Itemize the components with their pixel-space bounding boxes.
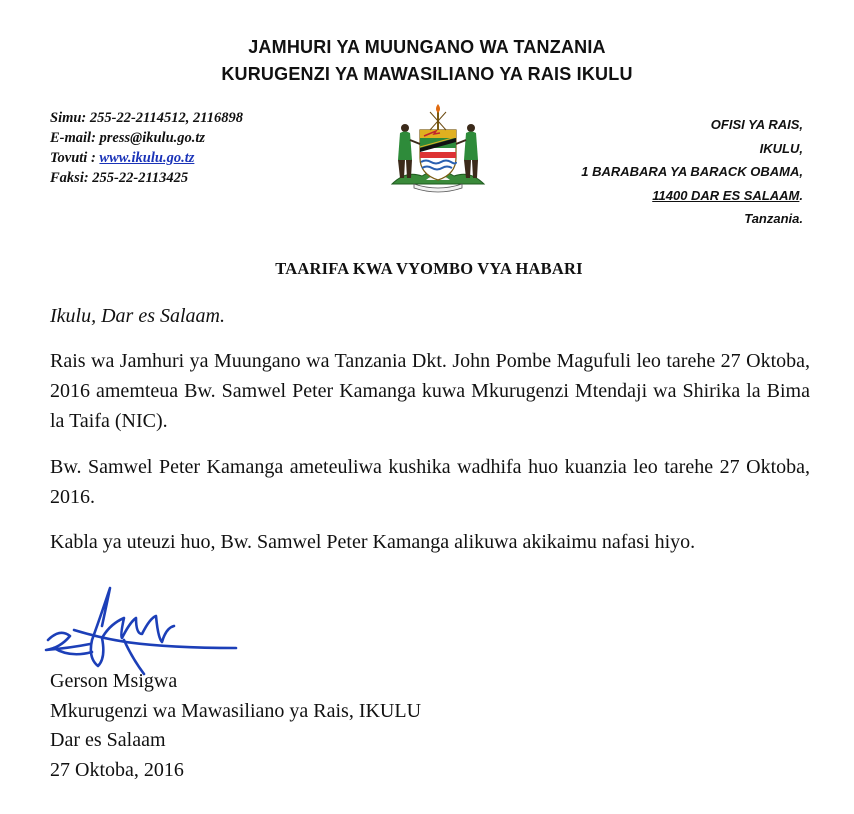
office-address	[581, 113, 803, 231]
signoff-city: Dar es Salaam	[50, 729, 166, 751]
fax-line: Faksi: 255-22-2113425	[50, 170, 189, 186]
coat-of-arms-icon	[386, 100, 490, 194]
letterhead-title: JAMHURI YA MUUNGANO WA TANZANIA	[248, 37, 606, 57]
dateline-place: Ikulu, Dar es Salaam.	[50, 305, 225, 327]
website-line	[50, 148, 243, 168]
paragraph-1: Rais wa Jamhuri ya Muungano wa Tanzania Dkt. John Pombe Magufuli leo tarehe 27 Oktoba, 2016 amemteua Bw. Samwel Peter Kamanga kuwa Mkurugenzi Mtendaji wa Shirika la Bima la Taifa (NIC).	[50, 350, 810, 432]
address-line-4	[581, 184, 803, 208]
signatory-title: Mkurugenzi wa Mawasiliano ya Rais, IKULU	[50, 699, 422, 722]
signoff-date: 27 Oktoba, 2016	[50, 758, 184, 781]
postal-city: 11400 DAR ES SALAAM	[652, 187, 800, 203]
handwritten-signature	[40, 578, 240, 678]
website-label: Tovuti :	[50, 150, 100, 166]
address-line-5: Tanzania.	[744, 211, 803, 226]
press-release-title: TAARIFA KWA VYOMBO VYA HABARI	[275, 259, 583, 278]
email-line: E-mail: press@ikulu.go.tz	[50, 130, 206, 146]
address-line-3: 1 BARABARA YA BARACK OBAMA,	[581, 164, 803, 179]
paragraph-2: Bw. Samwel Peter Kamanga ameteuliwa kushika wadhifa huo kuanzia leo tarehe 27 Oktoba, 2016.	[50, 456, 810, 508]
signoff-block	[50, 667, 421, 785]
letterhead-subtitle: KURUGENZI YA MAWASILIANO YA RAIS IKULU	[221, 64, 633, 84]
website-link[interactable]: www.ikulu.go.tz	[99, 150, 195, 166]
phone-line: Simu: 255-22-2114512, 2116898	[50, 110, 243, 126]
postal-city-suffix: .	[799, 187, 803, 203]
signatory-name: Gerson Msigwa	[50, 670, 178, 692]
contact-details	[50, 108, 243, 188]
paragraph-3: Kabla ya uteuzi huo, Bw. Samwel Peter Kamanga alikuwa akikaimu nafasi hiyo.	[50, 531, 696, 553]
address-line-1: OFISI YA RAIS,	[710, 117, 803, 132]
address-line-2: IKULU,	[759, 140, 803, 156]
